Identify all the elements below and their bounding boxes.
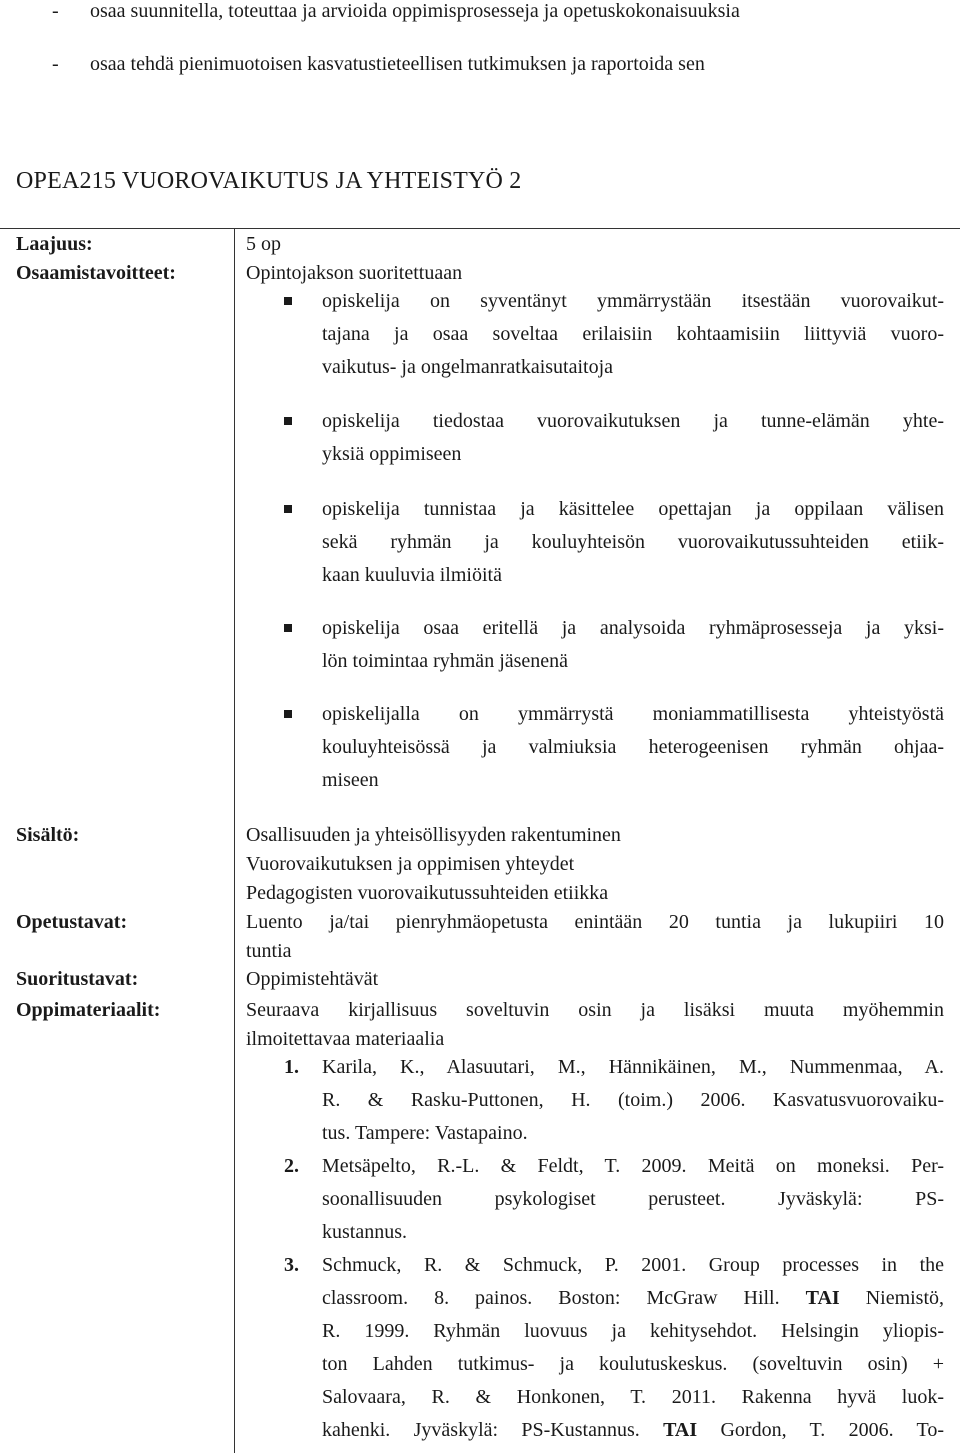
ref-line: Salovaara, R. & Honkonen, T. 2011. Rakenna hyvä luok- — [322, 1386, 944, 1408]
tai-label: TAI — [805, 1287, 840, 1309]
ref-line — [322, 1287, 944, 1310]
course-title: OPEA215 VUOROVAIKUTUS JA YHTEISTYÖ 2 — [16, 168, 522, 194]
label-osaamistavoitteet: Osaamistavoitteet: — [16, 262, 176, 284]
content-item: Osallisuuden ja yhteisöllisyyden rakentuminen — [246, 824, 621, 846]
ref-number: 2. — [284, 1155, 299, 1177]
goal-line: opiskelija osaa eritellä ja analysoida ryhmäprosesseja ja yksi- — [322, 617, 944, 639]
materials-intro: Seuraava kirjallisuus soveltuvin osin ja lisäksi muuta myöhemmin — [246, 999, 944, 1021]
intro-dash: - — [52, 53, 59, 75]
bullet-icon — [284, 505, 292, 513]
ref-line: R. 1999. Ryhmän luovuus ja kehitysehdot. Helsingin yliopis- — [322, 1320, 944, 1342]
label-suoritustavat: Suoritustavat: — [16, 968, 139, 990]
ref-number: 1. — [284, 1056, 299, 1078]
tai-label: TAI — [663, 1419, 698, 1441]
ref-line: kustannus. — [322, 1221, 407, 1243]
goal-line: kaan kuuluvia ilmiöitä — [322, 564, 502, 586]
ref-number: 3. — [284, 1254, 299, 1276]
label-oppimateriaalit: Oppimateriaalit: — [16, 999, 161, 1021]
table-column-divider — [234, 228, 235, 1453]
bullet-icon — [284, 417, 292, 425]
teaching-methods: Luento ja/tai pienryhmäopetusta enintään 20 tuntia ja lukupiiri 10 — [246, 911, 944, 933]
label-laajuus: Laajuus: — [16, 233, 93, 255]
teaching-methods-cont: tuntia — [246, 940, 292, 962]
bullet-icon — [284, 624, 292, 632]
goal-line: tajana ja osaa soveltaa erilaisiin kohtaamisiin liittyviä vuoro- — [322, 323, 944, 345]
ref-line: Metsäpelto, R.-L. & Feldt, T. 2009. Meitä on moneksi. Per- — [322, 1155, 944, 1177]
label-opetustavat: Opetustavat: — [16, 911, 128, 933]
goal-line: opiskelija tunnistaa ja käsittelee opettajan ja oppilaan välisen — [322, 498, 944, 520]
goal-line: kouluyhteisössä ja valmiuksia heterogeenisen ryhmän ohjaa- — [322, 736, 944, 758]
ref-text: Niemistö, — [865, 1287, 945, 1309]
ref-line: tus. Tampere: Vastapaino. — [322, 1122, 528, 1144]
ref-line — [322, 1419, 944, 1442]
ref-line: Schmuck, R. & Schmuck, P. 2001. Group processes in the — [322, 1254, 944, 1276]
intro-item: osaa suunnitella, toteuttaa ja arvioida oppimisprosesseja ja opetuskokonaisuuksia — [90, 0, 740, 22]
label-sisalto: Sisältö: — [16, 824, 80, 846]
intro-dash: - — [52, 0, 59, 22]
goal-line: opiskelija tiedostaa vuorovaikutuksen ja tunne-elämän yhte- — [322, 410, 944, 432]
materials-intro-cont: ilmoitettavaa materiaalia — [246, 1028, 445, 1050]
goal-line: yksiä oppimiseen — [322, 443, 462, 465]
laajuus-value: 5 op — [246, 233, 281, 255]
intro-item: osaa tehdä pienimuotoisen kasvatustieteellisen tutkimuksen ja raportoida sen — [90, 53, 705, 75]
bullet-icon — [284, 297, 292, 305]
table-top-border — [0, 228, 960, 229]
content-item: Vuorovaikutuksen ja oppimisen yhteydet — [246, 853, 575, 875]
goal-line: opiskelija on syventänyt ymmärrystään itsestään vuorovaikut- — [322, 290, 944, 312]
ref-text: classroom. 8. painos. Boston: McGraw Hill. — [322, 1287, 780, 1309]
bullet-icon — [284, 710, 292, 718]
goal-line: lön toimintaa ryhmän jäsenenä — [322, 650, 569, 672]
goals-intro: Opintojakson suoritettuaan — [246, 262, 463, 284]
ref-line: soonallisuuden psykologiset perusteet. Jyväskylä: PS- — [322, 1188, 944, 1210]
ref-text: Gordon, T. 2006. To- — [720, 1419, 945, 1441]
goal-line: sekä ryhmän ja kouluyhteisön vuorovaikutussuhteiden etiik- — [322, 531, 944, 553]
goal-line: opiskelijalla on ymmärrystä moniammatillisesta yhteistyöstä — [322, 703, 944, 725]
content-item: Pedagogisten vuorovaikutussuhteiden etiikka — [246, 882, 609, 904]
ref-line: Karila, K., Alasuutari, M., Hännikäinen, M., Nummenmaa, A. — [322, 1056, 944, 1078]
ref-text: kahenki. Jyväskylä: PS-Kustannus. — [322, 1419, 640, 1441]
ref-line: R. & Rasku-Puttonen, H. (toim.) 2006. Kasvatusvuorovaiku- — [322, 1089, 944, 1111]
goal-line: vaikutus- ja ongelmanratkaisutaitoja — [322, 356, 614, 378]
completion-methods: Oppimistehtävät — [246, 968, 379, 990]
ref-line: ton Lahden tutkimus- ja koulutuskeskus. (soveltuvin osin) + — [322, 1353, 944, 1375]
goal-line: miseen — [322, 769, 379, 791]
